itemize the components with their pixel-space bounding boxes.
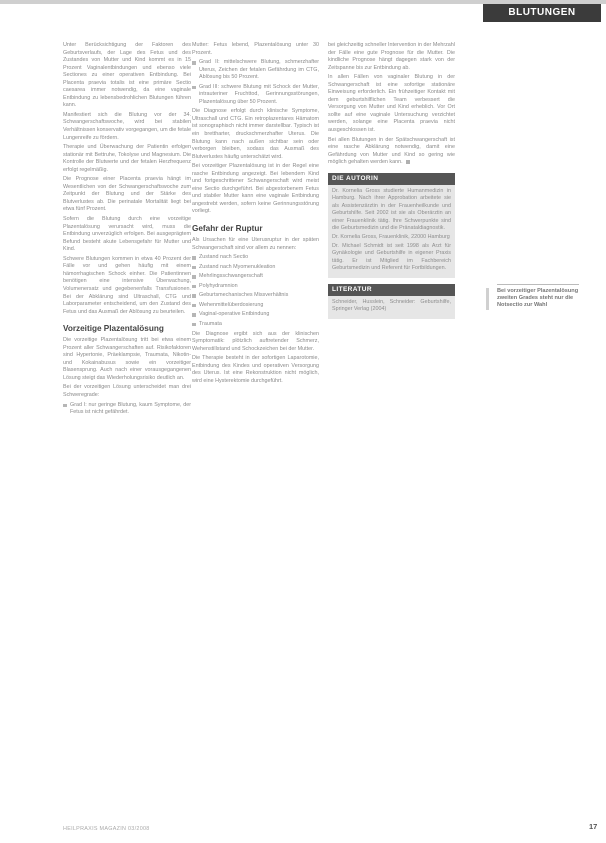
paragraph: In allen Fällen von vaginaler Blutung in der Schwangerschaft ist eine sofortige stationäre Einweisung erforderlich. Ein frühzeitiger Kontakt mit dem geburtshilflichen Team verbessert die Versorgung von Mutter und Kind erheblich. Vor Ort sollte auf eine vaginale Untersuchung verzichtet werden, solange eine Placenta praevia nicht ausgeschlossen ist. <box>328 74 455 134</box>
section-heading: Gefahr der Ruptur <box>192 224 263 234</box>
column-1 <box>63 42 191 419</box>
paragraph: Sofern die Blutung durch eine vorzeitige Plazentalösung verursacht wird, muss die Entbindung unverzüglich erfolgen. Bei ausgeprägtem Befund besteht akute Lebensgefahr für Mutter und Kind. <box>63 216 191 253</box>
section-tab: BLUTUNGEN <box>483 4 601 22</box>
callout-marker <box>486 288 489 310</box>
end-mark-icon <box>406 160 410 164</box>
paragraph: Mutter: Fetus lebend, Plazentalösung unter 30 Prozent. <box>192 42 319 56</box>
literature-box <box>328 296 455 319</box>
paragraph: bei gleichzeitig schneller Intervention in der Mehrzahl der Fälle eine gute Prognose für die Mutter. Die kindliche Prognose hängt dagegen stark von der Zeitspanne bis zur Entbindung ab. <box>328 42 455 71</box>
author-bio: Dr. Kornelia Gross studierte Humanmedizin in Hamburg. Nach ihrer Approbation arbeitete sie als Assistenzärztin in der Frauenheilkunde und Geburtshilfe. Seit 2002 ist sie als Oberärztin an einer Frauenklinik tätig. Ihre Schwerpunkte sind die Geburtsmedizin und die Pränataldiagnostik. <box>332 187 451 232</box>
section-heading: Vorzeitige Plazentalösung <box>63 324 164 334</box>
paragraph: Unter Berücksichtigung der Faktoren des Geburtsverlaufs, der Lage des Fetus und des Zustandes von Mutter und Kind kommt es in 15 Prozent Vaginalentbindungen und ebenso viele Sectiones zu einer operativen Entbindung. Bei Placenta praevia totalis ist eine primäre Sectio caesarea immer notwendig, da eine vaginale Entbindung zu lebensbedrohlichen Blutungen führen kann. <box>63 42 191 109</box>
paragraph-text: Bei allen Blutungen in der Spätschwangerschaft ist eine rasche Abklärung notwendig, damit eine Gefährdung von Mutter und Kind so gering wie möglich gehalten werden kann. <box>328 136 455 166</box>
bullet-item: Wehenmittelüberdosierung <box>192 302 319 310</box>
author-box <box>328 185 455 278</box>
bullet-item: Grad II: mittelschwere Blutung, schmerzhafter Uterus, Zeichen der fetalen Gefährdung im CTG, Ablösung bis 50 Prozent. <box>192 59 319 82</box>
paragraph: Die Prognose einer Placenta praevia hängt im Wesentlichen von der Schwangerschaftswoche zum Zeitpunkt der Blutung und der Stärke des Blutverlustes ab. Die perinatale Mortalität liegt bei etwa fünf Prozent. <box>63 176 191 213</box>
paragraph: Die Diagnose ergibt sich aus der klinischen Symptomatik: plötzlich auftretender Schmerz, Wehenstillstand und Schockzeichen bei der Mutter. <box>192 330 319 352</box>
paragraph: Bei vorzeitiger Plazentalösung ist in der Regel eine rasche Entbindung angezeigt. Bei lebendem Kind und fortgeschrittener Schwangerschaft wird meist eine Sectio durchgeführt. Bei abgestorbenem Fetus und stabiler Mutter kann eine vaginale Entbindung angestrebt werden, sofern keine Gerinnungsstörung vorliegt. <box>192 163 319 215</box>
bullet-item: Grad III: schwere Blutung mit Schock der Mutter, intrauteriner Fruchttod, Gerinnungsstörungen, Plazentalösung über 50 Prozent. <box>192 84 319 107</box>
paragraph: Die vorzeitige Plazentalösung tritt bei etwa einem Prozent aller Schwangerschaften auf. Risikofaktoren sind Hypertonie, Präeklampsie, Traumata, Nikotin- und Kokainabusus sowie ein vorzeitiger Blasensprung. Auch nach einer vorausgegangenen Lösung steigt das Wiederholungsrisiko deutlich an. <box>63 337 191 381</box>
pull-quote: Bei vorzeitiger Plazentalösung zweiten Grades steht nur die Notsectio zur Wahl <box>497 284 579 310</box>
column-3 <box>328 42 455 319</box>
bullet-item: Mehrlingsschwangerschaft <box>192 273 319 281</box>
author-contact: Dr. Kornelia Gross, Frauenklinik, 22000 Hamburg <box>332 234 450 241</box>
paragraph: Die Therapie besteht in der sofortigen Laparotomie, Entbindung des Kindes und operativen Versorgung des Uterus. Ist eine Rekonstruktion nicht möglich, wird eine Hysterektomie durchgeführt. <box>192 355 319 384</box>
literature-entry: Schneider, Husslein, Schneider: Geburtshilfe, Springer Verlag (2004) <box>332 298 451 313</box>
paragraph: Die Diagnose erfolgt durch klinische Symptome, Ultraschall und CTG. Ein retroplazentares Hämatom ist sonographisch nicht immer darstellbar. Typisch ist ein brettharter, druckschmerzhafter Uterus. Die Blutung kann nach außen sichtbar sein oder verborgen bleiben, sodass das Ausmaß des Blutverlustes häufig unterschätzt wird. <box>192 108 319 160</box>
column-2 <box>192 42 319 387</box>
bullet-item: Polyhydramnion <box>192 283 319 291</box>
paragraph: Therapie und Überwachung der Patientin erfolgen stationär mit Bettruhe, Tokolyse und Magnesium. Die Kontrolle der Blutwerte und der fetalen Herzfrequenz erfolgt regelmäßig. <box>63 144 191 173</box>
page-number: 17 <box>589 822 598 831</box>
bullet-item: Traumata <box>192 321 319 329</box>
author-bio-2: Dr. Michael Schmidt ist seit 1998 als Arzt für Gynäkologie und Geburtshilfe in eigener Praxis tätig. Er ist Mitglied im Fachbereich Geburtsmedizin und Referent für Fortbildungen. <box>332 242 451 272</box>
paragraph: Bei der vorzeitigen Lösung unterscheidet man drei Schweregrade: <box>63 384 191 398</box>
paragraph <box>328 137 455 167</box>
bullet-item: Vaginal-operative Entbindung <box>192 311 319 319</box>
bullet-item: Geburtsmechanisches Missverhältnis <box>192 292 319 300</box>
author-box-heading: DIE AUTORIN <box>328 173 455 185</box>
literature-box-heading: LITERATUR <box>328 284 455 296</box>
paragraph: Schwere Blutungen kommen in etwa 40 Prozent der Fälle vor und gehen häufig mit einem hämorrhagischen Schock einher. Die Patientinnen benötigen eine intensive Überwachung, Volumenersatz und gegebenenfalls Transfusionen. Bei der Abklärung sind Ultraschall, CTG und Laborparameter entscheidend, um den Zustand des Fetus und das Ausmaß der Ablösung zu beurteilen. <box>63 255 191 315</box>
paragraph: Manifestiert sich die Blutung vor der 34. Schwangerschaftswoche, wird bei stabilen Verhältnissen konservativ vorgegangen, um die fetale Lungenreife zu fördern. <box>63 111 191 141</box>
bullet-item: Zustand nach Myomenukleation <box>192 264 319 272</box>
footer-publication: HEILPRAXIS MAGAZIN 03/2008 <box>63 826 150 832</box>
bullet-item: Zustand nach Sectio <box>192 254 319 262</box>
paragraph: Als Ursachen für eine Uterusruptur in der späten Schwangerschaft sind vor allem zu nennen: <box>192 237 319 251</box>
bullet-item: Grad I: nur geringe Blutung, kaum Symptome, der Fetus ist nicht gefährdet. <box>63 402 191 417</box>
